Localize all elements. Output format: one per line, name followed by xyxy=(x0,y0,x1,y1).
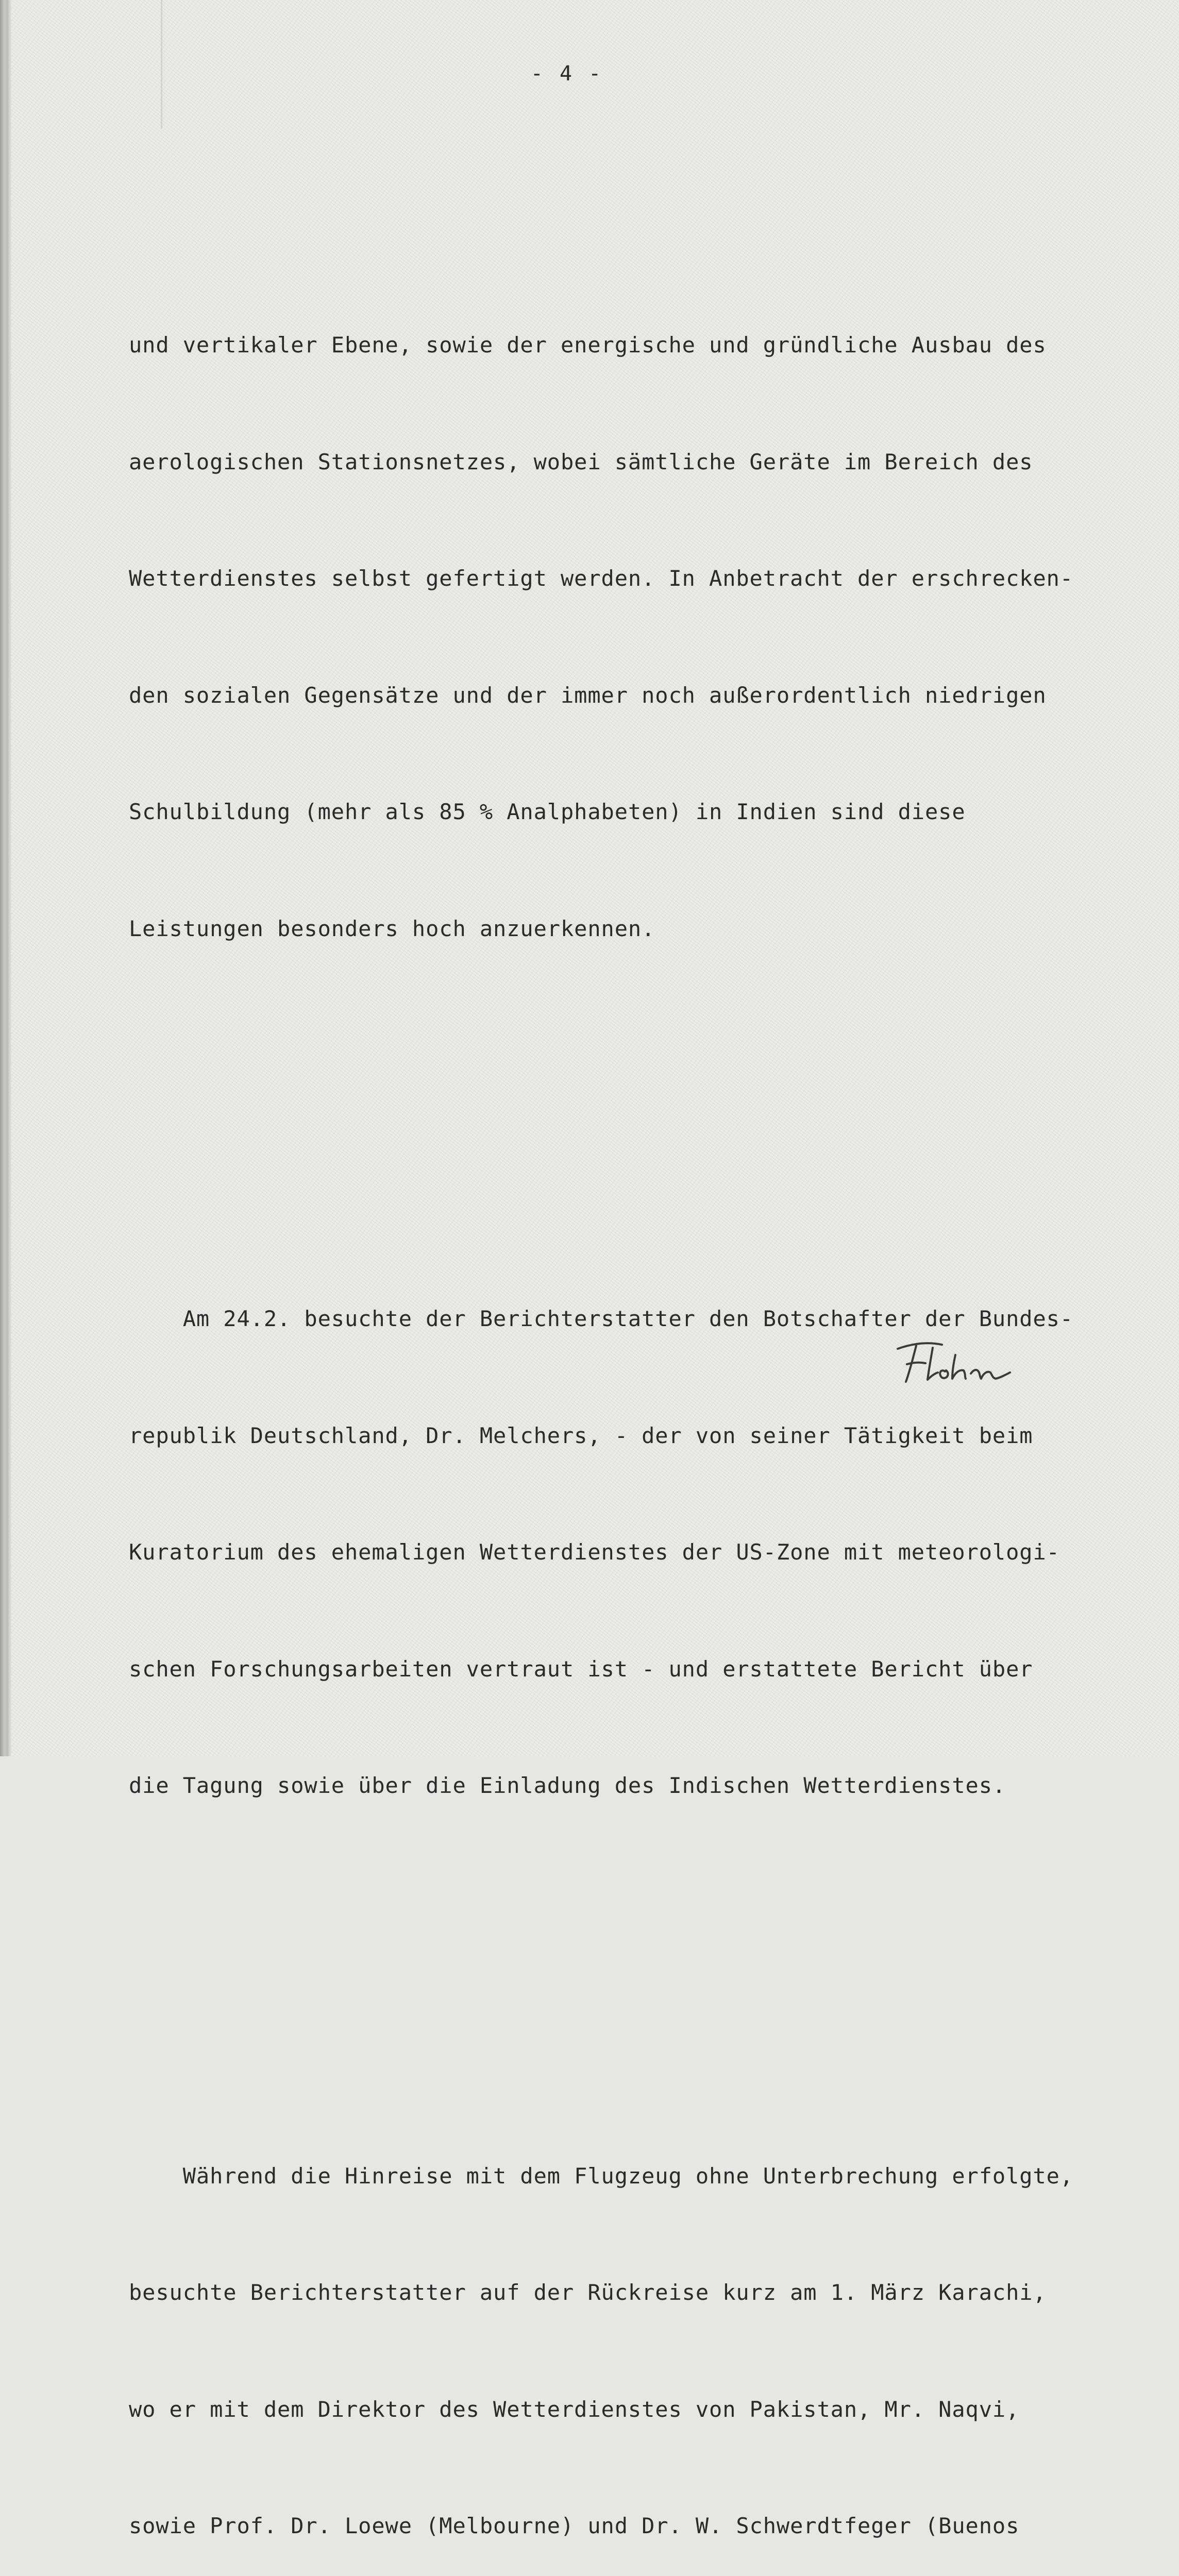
text-line: Während die Hinreise mit dem Flugzeug ohne Unterbrechung erfolgte, xyxy=(129,2157,1139,2196)
signature-handwritten xyxy=(891,1334,1015,1391)
text-line: Schulbildung (mehr als 85 % Analphabeten) in Indien sind diese xyxy=(129,792,1139,832)
signature-stroke xyxy=(971,1370,1010,1379)
paragraph-1 xyxy=(129,248,1139,1026)
text-line: aerologischen Stationsnetzes, wobei sämtliche Geräte im Bereich des xyxy=(129,443,1139,482)
paragraph-2 xyxy=(129,1222,1139,1883)
page-number: - 4 - xyxy=(515,62,618,86)
text-line: republik Deutschland, Dr. Melchers, - der von seiner Tätigkeit beim xyxy=(129,1416,1139,1455)
signature-stroke xyxy=(907,1363,925,1364)
signature-stroke xyxy=(928,1348,938,1380)
text-line: Leistungen besonders hoch anzuerkennen. xyxy=(129,909,1139,948)
text-line: wo er mit dem Direktor des Wetterdienstes von Pakistan, Mr. Naqvi, xyxy=(129,2390,1139,2429)
scan-artifact-line xyxy=(161,0,162,129)
text-line: den sozialen Gegensätze und der immer noch außerordentlich niedrigen xyxy=(129,676,1139,715)
paragraph-gap xyxy=(129,1961,1139,2001)
signature-stroke xyxy=(952,1355,966,1379)
paragraph-3 xyxy=(129,2079,1139,2576)
signature-stroke xyxy=(940,1370,948,1378)
text-line: und vertikaler Ebene, sowie der energische und gründliche Ausbau des xyxy=(129,326,1139,365)
scan-edge xyxy=(0,0,11,1756)
signature-stroke xyxy=(898,1343,942,1349)
paragraph-gap xyxy=(129,1104,1139,1144)
text-line: Kuratorium des ehemaligen Wetterdienstes der US-Zone mit meteorologi- xyxy=(129,1533,1139,1572)
text-line: Wetterdienstes selbst gefertigt werden. In Anbetracht der erschrecken- xyxy=(129,559,1139,598)
text-line: Am 24.2. besuchte der Berichterstatter den Botschafter der Bundes- xyxy=(129,1299,1139,1338)
text-line: schen Forschungsarbeiten vertraut ist - und erstattete Bericht über xyxy=(129,1650,1139,1689)
text-line: sowie Prof. Dr. Loewe (Melbourne) und Dr. W. Schwerdtfeger (Buenos xyxy=(129,2506,1139,2546)
text-line: die Tagung sowie über die Einladung des Indischen Wetterdienstes. xyxy=(129,1766,1139,1805)
text-line: besuchte Berichterstatter auf der Rückreise kurz am 1. März Karachi, xyxy=(129,2273,1139,2312)
